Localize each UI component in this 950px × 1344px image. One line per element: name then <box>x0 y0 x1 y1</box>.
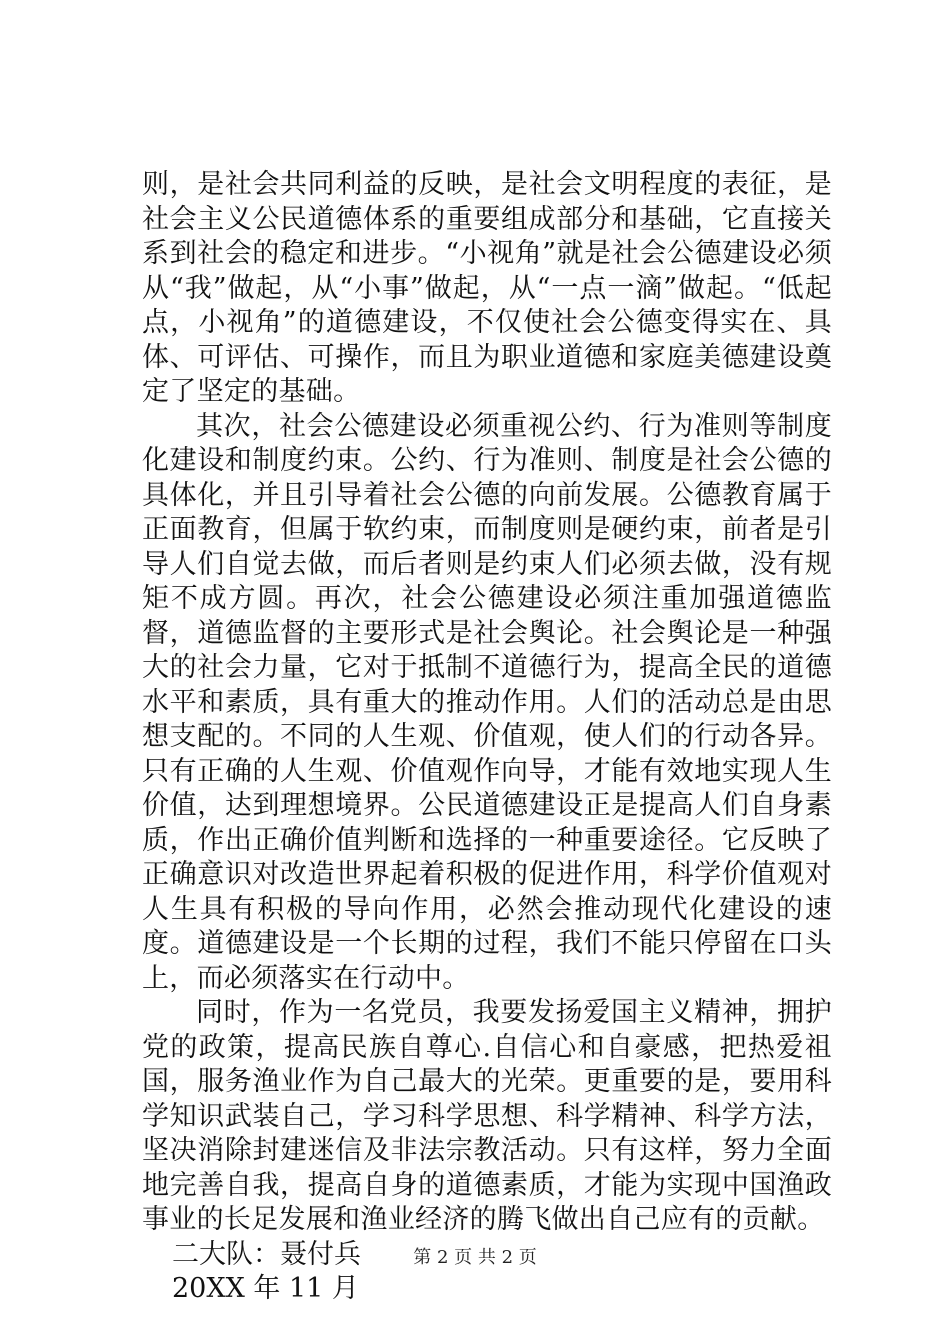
signature-unit: 二大队：聂付兵 <box>172 1238 361 1270</box>
paragraph-2: 其次，社会公德建设必须重视公约、行为准则等制度化建设和制度约束。公约、行为准则、制度是社会公德的具体化，并且引导着社会公德的向前发展。公德教育属于正面教育，但属于软约束，而制度则是硬约束，前者是引导人们自觉去做，而后者则是约束人们必须去做，没有规矩不成方圆。再次，社会公德建设必须注重加强道德监督，道德监督的主要形式是社会舆论。社会舆论是一种强大的社会力量，它对于抵制不道德行为，提高全民的道德水平和素质，具有重大的推动作用。人们的活动总是由思想支配的。不同的人生观、价值观，使人们的行动各异。只有正确的人生观、价值观作向导，才能有效地实现人生价值，达到理想境界。公民道德建设正是提高人们自身素质，作出正确价值判断和选择的一种重要途径。它反映了正确意识对改造世界起着积极的促进作用，科学价值观对人生具有积极的导向作用，必然会推动现代化建设的速度。道德建设是一个长期的过程，我们不能只停留在口头上，而必须落实在行动中。 <box>142 410 832 994</box>
signature-date: 20XX 年 11 月 <box>172 1273 359 1304</box>
page-footer: 第 2 页 共 2 页 <box>413 1247 537 1268</box>
paragraph-1: 则，是社会共同利益的反映，是社会文明程度的表征，是社会主义公民道德体系的重要组成部分和基础，它直接关系到社会的稳定和进步。“小视角”就是社会公德建设必须从“我”做起，从“小事”做起，从“一点一滴”做起。“低起点，小视角”的道德建设，不仅使社会公德变得实在、具体、可评估、可操作，而且为职业道德和家庭美德建设奠定了坚定的基础。 <box>142 169 832 407</box>
paragraph-3: 同时，作为一名党员，我要发扬爱国主义精神，拥护党的政策，提高民族自尊心.自信心和自豪感，把热爱祖国，服务渔业作为自己最大的光荣。更重要的是，要用科学知识武装自己，学习科学思想、科学精神、科学方法，坚决消除封建迷信及非法宗教活动。只有这样，努力全面地完善自我，提高自身的道德素质，才能为实现中国渔政事业的长足发展和渔业经济的腾飞做出自己应有的贡献。 <box>142 997 832 1235</box>
document-body <box>142 168 832 1307</box>
